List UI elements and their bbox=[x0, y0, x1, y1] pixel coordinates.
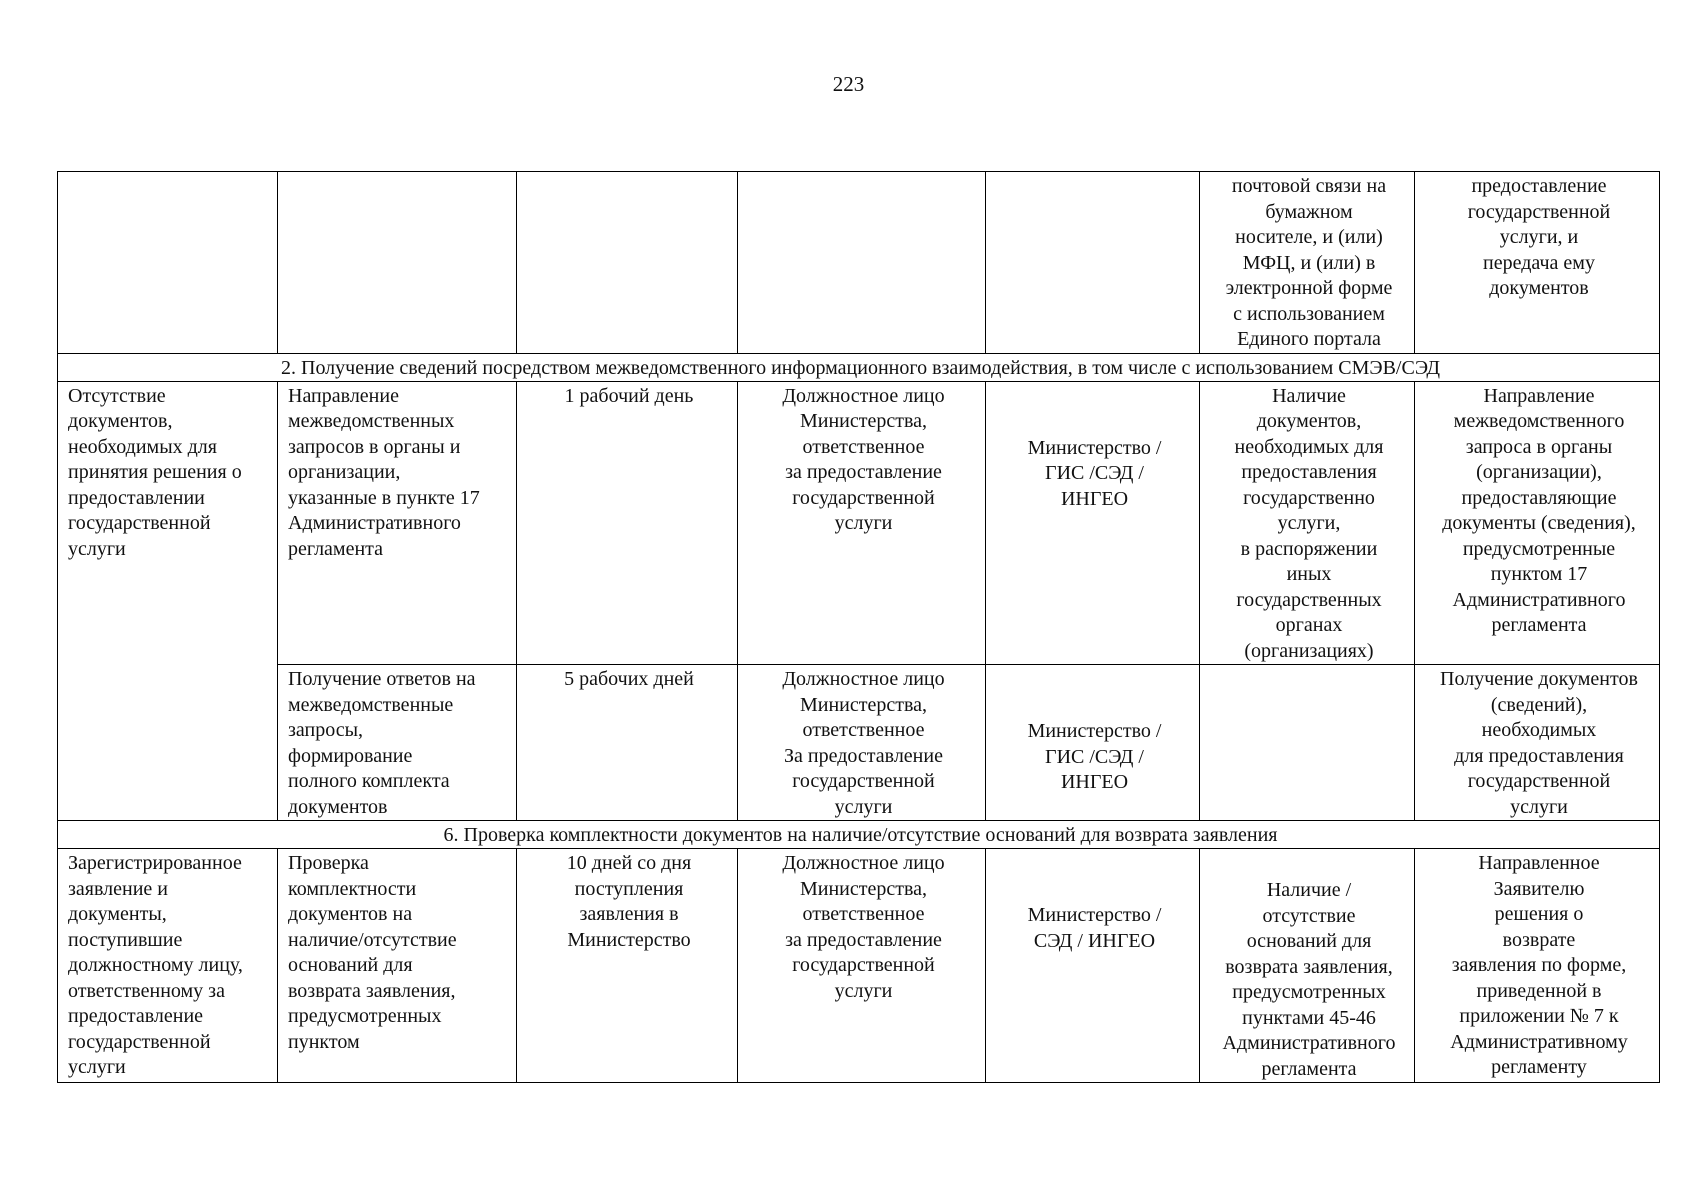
cell-text: почтовой связи на бумажном носителе, и (или) МФЦ, и (или) в электронной форме с использованием Единого портала bbox=[1225, 175, 1393, 350]
cell-text: Министерство / ГИС /СЭД / ИНГЕО bbox=[1027, 436, 1162, 510]
cell-text: Министерство / ГИС /СЭД / ИНГЕО bbox=[1027, 720, 1162, 793]
cell-text: Должностное лицо Министерства, ответственное за предоставление государственной услуги bbox=[782, 384, 945, 534]
cell-text: Проверка комплектности документов на наличие/отсутствие оснований для возврата заявления, предусмотренных пунктом bbox=[288, 852, 457, 1053]
cell-text: Направленное Заявителю решения о возврате заявления по форме, приведенной в приложении № 7 к Административному регламенту bbox=[1450, 852, 1628, 1078]
cell-text: Должностное лицо Министерства, ответственное За предоставление государственной услуги bbox=[782, 668, 945, 818]
table-cell bbox=[1200, 172, 1415, 354]
table-cell bbox=[58, 849, 278, 1083]
table-cell bbox=[738, 172, 986, 354]
table-cell bbox=[738, 381, 986, 665]
cell-text: Отсутствие документов, необходимых для принятия решения о предоставлении государственной услуги bbox=[68, 384, 242, 560]
cell-text: Наличие / отсутствие оснований для возврата заявления, предусмотренных пунктами 45-46 Административного регламента bbox=[1222, 879, 1396, 1080]
cell-text: Должностное лицо Министерства, ответственное за предоставление государственной услуги bbox=[782, 852, 945, 1002]
table-cell bbox=[1200, 381, 1415, 665]
table-cell bbox=[1415, 665, 1660, 821]
table-cell bbox=[1415, 172, 1660, 354]
table-cell bbox=[517, 665, 738, 821]
procedure-table bbox=[57, 171, 1660, 1083]
table-cell bbox=[1415, 381, 1660, 665]
table-cell bbox=[986, 665, 1200, 821]
cell-text: Направление межведомственного запроса в органы (организации), предоставляющие документы (сведения), предусмотренные пунктом 17 Административного регламента bbox=[1442, 384, 1636, 636]
table-cell bbox=[986, 849, 1200, 1083]
table-cell bbox=[58, 381, 278, 821]
table-cell bbox=[1200, 849, 1415, 1083]
cell-text: 5 рабочих дней bbox=[564, 668, 694, 690]
cell-text: 10 дней со дня поступления заявления в Министерство bbox=[566, 852, 692, 951]
cell-text: 1 рабочий день bbox=[564, 384, 694, 407]
table-cell bbox=[986, 381, 1200, 665]
cell-text: Направление межведомственных запросов в органы и организации, указанные в пункте 17 Административного регламента bbox=[288, 384, 480, 560]
table-cell bbox=[517, 172, 738, 354]
table-cell bbox=[278, 665, 517, 821]
cell-text: Получение документов (сведений), необходимых для предоставления государственной услуги bbox=[1440, 668, 1638, 818]
table-row bbox=[58, 172, 1660, 354]
section-header-row bbox=[58, 353, 1660, 381]
table-row bbox=[58, 665, 1660, 821]
table-cell bbox=[1200, 665, 1415, 821]
table-row bbox=[58, 849, 1660, 1083]
table-cell bbox=[278, 172, 517, 354]
table-cell bbox=[278, 381, 517, 665]
table-cell bbox=[986, 172, 1200, 354]
table-row bbox=[58, 381, 1660, 665]
table-cell bbox=[517, 849, 738, 1083]
section-header-row bbox=[58, 821, 1660, 849]
table-cell bbox=[517, 381, 738, 665]
table-cell bbox=[738, 849, 986, 1083]
table-cell bbox=[1415, 849, 1660, 1083]
section-title: 2. Получение сведений посредством межведомственного информационного взаимодействия, в том числе с использованием СМЭВ/СЭД bbox=[58, 353, 1660, 381]
table-cell bbox=[738, 665, 986, 821]
cell-text: Наличие документов, необходимых для предоставления государственно услуги, в распоряжении иных государственных органах (организациях) bbox=[1234, 384, 1384, 662]
cell-text: Получение ответов на межведомственные запросы, формирование полного комплекта документов bbox=[288, 668, 476, 818]
table-cell bbox=[278, 849, 517, 1083]
cell-text: Зарегистрированное заявление и документы, поступившие должностному лицу, ответственному за предоставление государственной услуги bbox=[68, 852, 243, 1078]
section-title: 6. Проверка комплектности документов на наличие/отсутствие оснований для возврата заявления bbox=[58, 821, 1660, 849]
cell-text: Министерство / СЭД / ИНГЕО bbox=[1027, 904, 1162, 952]
table-cell bbox=[58, 172, 278, 354]
page-number: 223 bbox=[832, 72, 865, 96]
cell-text: предоставление государственной услуги, и передача ему документов bbox=[1467, 175, 1611, 299]
